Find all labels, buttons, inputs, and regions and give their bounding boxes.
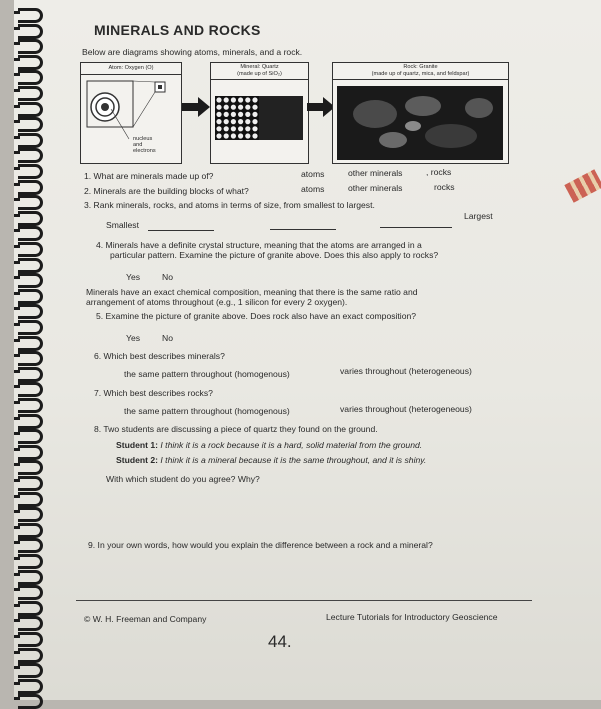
binding-ring — [18, 445, 43, 460]
lattice-atom — [245, 133, 250, 138]
composition-line-2: arrangement of atoms throughout (e.g., 1 silicon for every 2 oxygen). — [86, 297, 348, 307]
binding-ring — [18, 70, 43, 85]
binding-ring — [18, 507, 43, 522]
q1-option-atoms[interactable]: atoms — [301, 169, 325, 179]
nucleus-label-1: nucleus — [133, 136, 153, 142]
lattice-atom — [231, 126, 236, 131]
lattice-atom — [231, 105, 236, 110]
q6-option-homogenous[interactable]: the same pattern throughout (homogenous) — [124, 369, 290, 379]
atom-panel — [80, 62, 182, 164]
binding-ring — [18, 320, 43, 335]
binding-ring — [18, 382, 43, 397]
q1-option-rocks[interactable]: , rocks — [426, 167, 452, 177]
binding-ring — [18, 492, 43, 507]
lattice-atom — [245, 126, 250, 131]
binding-ring — [18, 538, 43, 553]
binding-ring — [18, 336, 43, 351]
binding-ring — [18, 601, 43, 616]
question-7: 7. Which best describes rocks? — [94, 388, 213, 398]
binding-ring — [18, 24, 43, 39]
granite-image — [333, 80, 508, 164]
q2-option-other-minerals[interactable]: other minerals — [348, 183, 403, 193]
lattice-atom — [224, 119, 229, 124]
composition-line-1: Minerals have an exact chemical composition, meaning that there is the same ratio and — [86, 287, 418, 297]
binding-ring — [18, 476, 43, 491]
smallest-label: Smallest — [106, 220, 139, 230]
lattice-atom — [238, 97, 243, 102]
binding-ring — [18, 351, 43, 366]
binding-ring — [18, 289, 43, 304]
lattice-atom — [252, 133, 257, 138]
binding-ring — [18, 554, 43, 569]
binding-ring — [18, 273, 43, 288]
q4-option-yes[interactable]: Yes — [126, 272, 141, 282]
lattice-atom — [252, 105, 257, 110]
binding-ring — [18, 616, 43, 631]
question-4-line-2: particular pattern. Examine the picture of granite above. Does this also apply to rocks? — [110, 250, 439, 260]
q5-option-no[interactable]: No — [162, 333, 173, 343]
nucleus-label-2: and — [133, 142, 143, 148]
q2-option-atoms[interactable]: atoms — [301, 184, 325, 194]
question-1: 1. What are minerals made up of? — [84, 171, 214, 181]
page-number: 44. — [268, 632, 292, 651]
binding-ring — [18, 694, 43, 709]
binding-ring — [18, 180, 43, 195]
lattice-atom — [252, 119, 257, 124]
largest-label: Largest — [464, 211, 493, 221]
spiral-binding — [14, 0, 44, 700]
quartz-crystal-lattice — [211, 80, 308, 164]
rock-label: Rock: Granite — [403, 64, 438, 70]
binding-ring — [18, 258, 43, 273]
binding-ring — [18, 632, 43, 647]
footer-copyright: © W. H. Freeman and Company — [84, 614, 207, 624]
student-2-quote: I think it is a mineral because it is the same throughout, and it is shiny. — [158, 455, 427, 465]
q5-option-yes[interactable]: Yes — [126, 333, 141, 343]
q1-option-other-minerals[interactable]: other minerals — [348, 168, 403, 178]
binding-ring — [18, 460, 43, 475]
lattice-atom — [245, 119, 250, 124]
arrow-right-icon — [180, 95, 212, 119]
q4-option-no[interactable]: No — [162, 272, 173, 282]
quartz-crystal-photo — [259, 96, 303, 140]
nucleus-label-3: electrons — [133, 148, 156, 154]
question-3: 3. Rank minerals, rocks, and atoms in terms of size, from smallest to largest. — [84, 200, 375, 210]
binding-ring — [18, 585, 43, 600]
lattice-atom — [231, 133, 236, 138]
binding-ring — [18, 398, 43, 413]
question-8: 8. Two students are discussing a piece of quartz they found on the ground. — [94, 424, 378, 434]
mineral-panel — [210, 62, 309, 164]
student-2-statement — [116, 455, 426, 465]
binding-ring — [18, 226, 43, 241]
lattice-atom — [216, 119, 221, 124]
lattice-atom — [231, 97, 236, 102]
binding-ring — [18, 117, 43, 132]
lattice-atom — [245, 97, 250, 102]
q6-option-heterogeneous[interactable]: varies throughout (heterogeneous) — [340, 366, 472, 376]
lattice-atom — [231, 112, 236, 117]
lattice-atom — [238, 133, 243, 138]
binding-ring — [18, 55, 43, 70]
binding-ring — [18, 133, 43, 148]
student-1-label: Student 1: — [116, 440, 159, 450]
rank-blank-2[interactable] — [270, 229, 336, 230]
binding-ring — [18, 663, 43, 678]
binding-ring — [18, 570, 43, 585]
rock-panel — [332, 62, 509, 164]
rank-blank-1[interactable] — [148, 230, 214, 231]
lattice-atom — [238, 112, 243, 117]
question-5: 5. Examine the picture of granite above. Does rock also have an exact composition? — [96, 311, 417, 321]
binding-ring — [18, 39, 43, 54]
student-2-label: Student 2: — [116, 455, 159, 465]
binding-ring — [18, 414, 43, 429]
rank-blank-3[interactable] — [380, 227, 452, 228]
q2-option-rocks[interactable]: rocks — [434, 182, 455, 192]
lattice-atom — [245, 112, 250, 117]
binding-ring — [18, 679, 43, 694]
lattice-atom — [252, 97, 257, 102]
lattice-atom — [231, 119, 236, 124]
worksheet-page — [14, 0, 601, 700]
lattice-atom — [252, 112, 257, 117]
binding-ring — [18, 195, 43, 210]
question-6: 6. Which best describes minerals? — [94, 351, 225, 361]
mineral-label: Mineral: Quartz — [240, 64, 279, 70]
rock-composition: (made up of quartz, mica, and feldspar) — [371, 71, 470, 77]
lattice-atom — [216, 126, 221, 131]
lattice-atom — [238, 126, 243, 131]
lattice-atom — [238, 119, 243, 124]
footer-series: Lecture Tutorials for Introductory Geoscience — [326, 612, 498, 622]
atom-label: Atom: Oxygen (O) — [81, 63, 181, 75]
binding-ring — [18, 164, 43, 179]
lattice-atom — [224, 126, 229, 131]
lattice-atom — [216, 133, 221, 138]
lattice-atom — [224, 105, 229, 110]
lattice-atom — [224, 112, 229, 117]
binding-ring — [18, 211, 43, 226]
page-title: MINERALS AND ROCKS — [94, 22, 261, 38]
lattice-atom — [252, 126, 257, 131]
question-9: 9. In your own words, how would you explain the difference between a rock and a mineral? — [88, 540, 433, 550]
binding-ring — [18, 8, 43, 23]
lattice-atom — [224, 97, 229, 102]
binding-ring — [18, 102, 43, 117]
q7-option-heterogeneous[interactable]: varies throughout (heterogeneous) — [340, 404, 472, 414]
question-4-line-1: 4. Minerals have a definite crystal structure, meaning that the atoms are arranged in a — [96, 240, 422, 250]
atom-diagram-icon — [81, 75, 181, 161]
question-2: 2. Minerals are the building blocks of what? — [84, 186, 249, 196]
student-1-quote: I think it is a rock because it is a hard, solid material from the ground. — [158, 440, 423, 450]
q8-prompt: With which student do you agree? Why? — [106, 474, 260, 484]
footer-rule — [76, 600, 532, 601]
lattice-atom — [238, 105, 243, 110]
lattice-atom — [216, 112, 221, 117]
lattice-atom — [245, 105, 250, 110]
q7-option-homogenous[interactable]: the same pattern throughout (homogenous) — [124, 406, 290, 416]
binding-ring — [18, 429, 43, 444]
binding-ring — [18, 648, 43, 663]
binding-ring — [18, 304, 43, 319]
student-1-statement — [116, 440, 422, 450]
intro-text: Below are diagrams showing atoms, minerals, and a rock. — [82, 47, 303, 57]
binding-ring — [18, 523, 43, 538]
mineral-formula: (made up of SiO₂) — [237, 71, 282, 77]
binding-ring — [18, 148, 43, 163]
binding-ring — [18, 242, 43, 257]
lattice-atom — [216, 97, 221, 102]
tape-strip — [564, 169, 601, 203]
lattice-atom — [216, 105, 221, 110]
binding-ring — [18, 367, 43, 382]
lattice-atom — [224, 133, 229, 138]
binding-ring — [18, 86, 43, 101]
